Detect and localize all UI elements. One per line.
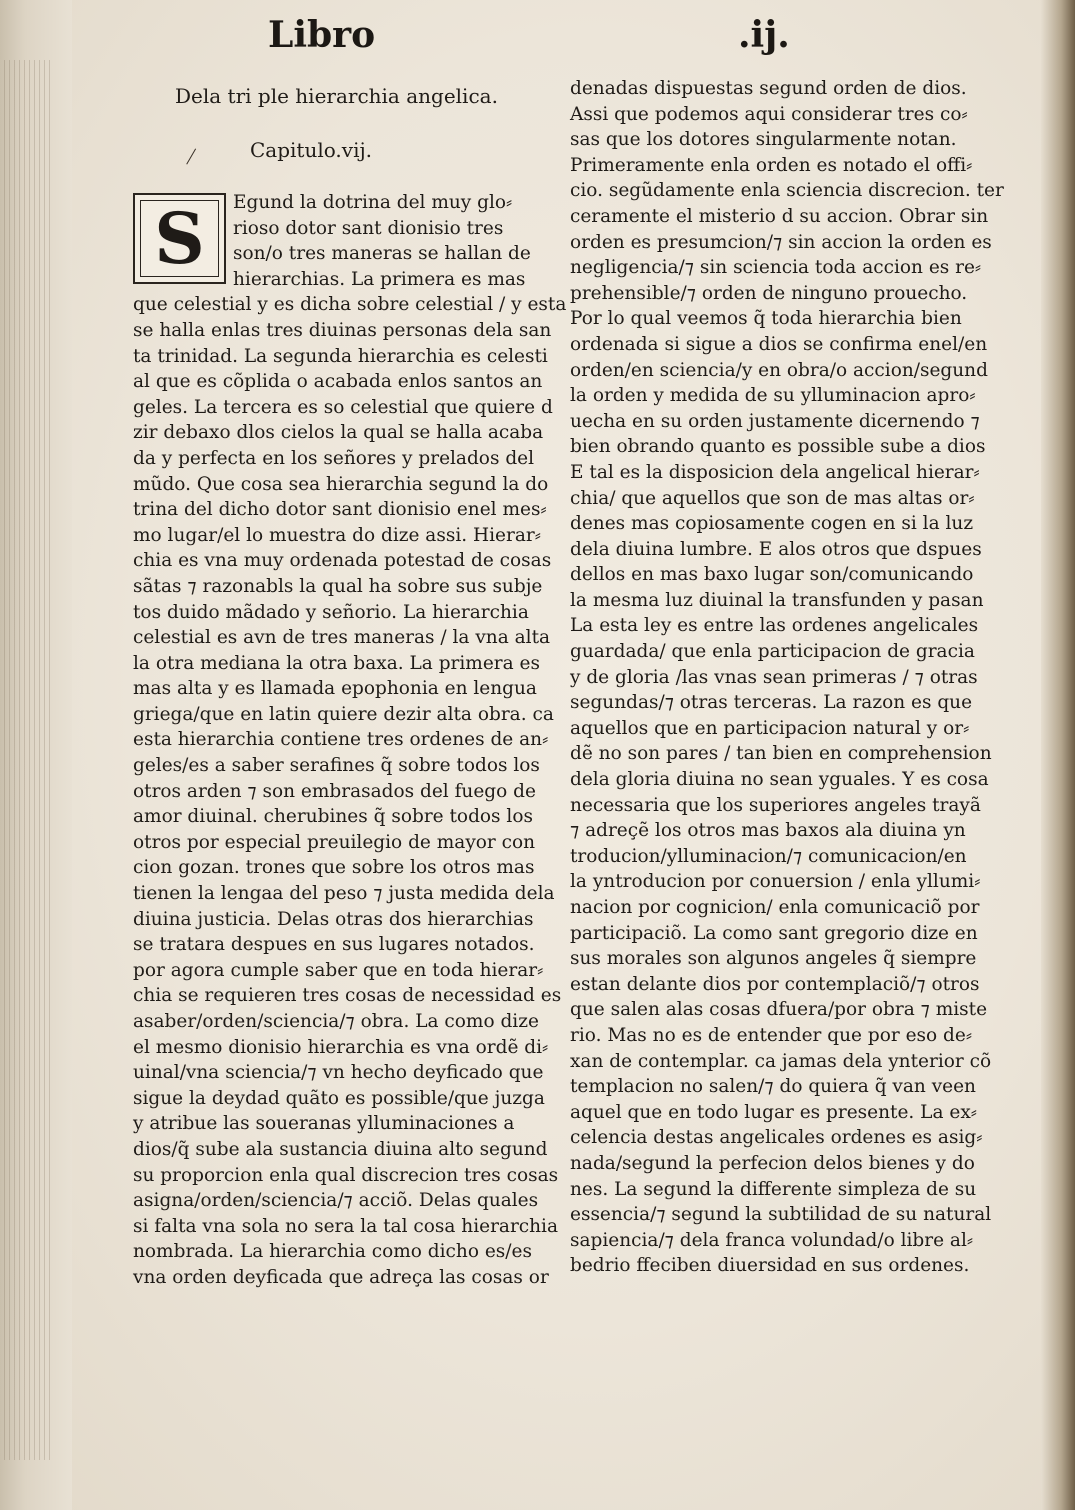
text-line: templacion no salen/⁊ do quiera q̃ van veen — [570, 1076, 976, 1098]
text-line: mo lugar/el lo muestra do dize assi. Hierar⸗ — [133, 524, 541, 546]
text-line: dela gloria diuina no sean yguales. Y es cosa — [570, 769, 989, 791]
text-line: participaciõ. La como sant gregorio dize en — [570, 922, 978, 944]
text-line: geles. La tercera es so celestial que quiere d — [133, 396, 553, 418]
text-line: guardada/ que enla participacion de gracia — [570, 641, 975, 663]
page-edge-right — [1041, 0, 1075, 1510]
text-line: se halla enlas tres diuinas personas dela san — [133, 319, 552, 341]
text-line: mas alta y es llamada epophonia en lengua — [133, 678, 537, 700]
text-line: que celestial y es dicha sobre celestial / y esta — [133, 294, 567, 316]
text-line: al que es cõplida o acabada enlos santos an — [133, 371, 543, 393]
text-line: otros por especial preuilegio de mayor con — [133, 831, 536, 853]
text-line: Primeramente enla orden es notado el offi⸗ — [570, 154, 973, 176]
text-line: la orden y medida de su ylluminacion apro⸗ — [570, 385, 976, 407]
text-line: chia es vna muy ordenada potestad de cosas — [133, 550, 552, 572]
text-line: denes mas copiosamente cogen en si la luz — [570, 513, 974, 535]
text-line: dela diuina lumbre. E alos otros que dspues — [570, 538, 982, 560]
text-line: amor diuinal. cherubines q̃ sobre todos los — [133, 806, 533, 828]
text-line: su proporcion enla qual discrecion tres cosas — [133, 1164, 559, 1186]
text-line: ta trinidad. La segunda hierarchia es celesti — [133, 345, 548, 367]
initial-letter: S — [140, 200, 219, 277]
text-line: E tal es la disposicion dela angelical hierar⸗ — [570, 461, 980, 483]
text-line: uinal/vna sciencia/⁊ vn hecho deyficado que — [133, 1062, 544, 1084]
text-line: tos duido mãdado y señorio. La hierarchia — [133, 601, 529, 623]
text-line: ⁊ adreçẽ los otros mas baxos ala diuina yn — [570, 820, 966, 842]
folio-number: .ij. — [738, 14, 790, 56]
text-line: nombrada. La hierarchia como dicho es/es — [133, 1241, 532, 1263]
text-line: troducion/ylluminacion/⁊ comunicacion/en — [570, 845, 967, 867]
text-line: essencia/⁊ segund la subtilidad de su natural — [570, 1204, 992, 1226]
text-line: necessaria que los superiores angeles trayã — [570, 794, 981, 816]
text-line: orden/en sciencia/y en obra/o accion/segund — [570, 359, 988, 381]
left-column — [133, 190, 567, 1291]
text-line: sãtas ⁊ razonabls la qual ha sobre sus subje — [133, 575, 543, 597]
page-stack-lines — [4, 60, 54, 1460]
text-line: chia/ que aquellos que son de mas altas or⸗ — [570, 487, 975, 509]
text-line: La esta ley es entre las ordenes angelicales — [570, 615, 979, 637]
text-line: zir debaxo dlos cielos la qual se halla acaba — [133, 422, 544, 444]
text-line: Assi que podemos aqui considerar tres co⸗ — [570, 103, 968, 125]
text-line: bedrio ffeciben diuersidad en sus ordenes. — [570, 1255, 970, 1277]
text-line: rio. Mas no es de entender que por eso de⸗ — [570, 1024, 972, 1046]
text-line: sigue la deydad quãto es possible/que juzga — [133, 1087, 545, 1109]
text-line: que salen alas cosas dfuera/por obra ⁊ miste — [570, 999, 988, 1021]
text-line: la otra mediana la otra baxa. La primera es — [133, 652, 540, 674]
text-line: segundas/⁊ otras terceras. La razon es que — [570, 692, 973, 714]
text-line: dellos en mas baxo lugar son/comunicando — [570, 564, 974, 586]
text-line: geles/es a saber serafines q̃ sobre todos los — [133, 755, 540, 777]
text-line: y atribue las soueranas ylluminaciones a — [133, 1113, 515, 1135]
page-edge-left — [0, 0, 72, 1510]
text-line: asigna/orden/sciencia/⁊ acciõ. Delas quales — [133, 1190, 539, 1212]
text-line: sus morales son algunos angeles q̃ siempre — [570, 948, 977, 970]
text-line: otros arden ⁊ son embrasados del fuego de — [133, 780, 536, 802]
text-line: estan delante dios por contemplaciõ/⁊ otros — [570, 973, 980, 995]
right-column — [570, 76, 1004, 1279]
text-line: griega/que en latin quiere dezir alta obra. ca — [133, 703, 554, 725]
text-line: mũdo. Que cosa sea hierarchia segund la do — [133, 473, 549, 495]
text-line: celestial es avn de tres maneras / la vna alta — [133, 627, 551, 649]
text-line: esta hierarchia contiene tres ordenes de an⸗ — [133, 729, 549, 751]
text-line: da y perfecta en los señores y prelados del — [133, 447, 535, 469]
text-line: cion gozan. trones que sobre los otros mas — [133, 857, 535, 879]
text-line: se tratara despues en sus lugares notados. — [133, 934, 535, 956]
text-line: sas que los dotores singularmente notan. — [570, 129, 957, 151]
text-line: aquellos que en participacion natural y or⸗ — [570, 717, 970, 739]
text-line: cio. segũdamente enla sciencia discrecion. ter — [570, 180, 1004, 202]
text-line: hierarchias. La primera es mas — [233, 268, 526, 290]
text-line: ordenada si sigue a dios se confirma enel/en — [570, 333, 988, 355]
text-line: y de gloria /las vnas sean primeras / ⁊ otras — [570, 666, 978, 688]
text-line: tienen la lengaa del peso ⁊ justa medida dela — [133, 883, 555, 905]
text-line: la yntroducion por conuersion / enla yllumi⸗ — [570, 871, 981, 893]
text-line: por agora cumple saber que en toda hierar⸗ — [133, 959, 544, 981]
text-line: Egund la dotrina del muy glo⸗ — [233, 192, 513, 213]
chapter-title: Dela tri ple hierarchia angelica. — [175, 84, 498, 108]
text-line: sapiencia/⁊ dela franca volundad/o libre al⸗ — [570, 1229, 974, 1251]
text-line: la mesma luz diuinal la transfunden y pasan — [570, 589, 984, 611]
text-line: nada/segund la perfecion delos bienes y do — [570, 1152, 975, 1174]
running-head-left: Libro — [268, 14, 376, 56]
text-line: aquel que en todo lugar es presente. La ex⸗ — [570, 1101, 977, 1123]
pen-mark — [186, 148, 205, 169]
text-line: chia se requieren tres cosas de necessidad es — [133, 985, 562, 1007]
text-line: bien obrando quanto es possible sube a dios — [570, 436, 986, 458]
text-line: son/o tres maneras se hallan de — [233, 243, 531, 265]
text-line: asaber/orden/sciencia/⁊ obra. La como dize — [133, 1011, 539, 1032]
text-line: orden es presumcion/⁊ sin accion la orden es — [570, 231, 992, 253]
text-line: nes. La segund la differente simpleza de su — [570, 1178, 977, 1200]
text-line: negligencia/⁊ sin sciencia toda accion es re⸗ — [570, 257, 982, 279]
text-line: nacion por cognicion/ enla comunicaciõ por — [570, 897, 980, 918]
text-line: Por lo qual veemos q̃ toda hierarchia bien — [570, 308, 962, 330]
text-line: ceramente el misterio d su accion. Obrar sin — [570, 205, 989, 227]
text-line: dẽ no son pares / tan bien en comprehension — [570, 743, 992, 765]
text-line: prehensible/⁊ orden de ninguno prouecho. — [570, 282, 968, 304]
text-line: vna orden deyficada que adreça las cosas or — [133, 1266, 549, 1288]
text-line: dios/q̃ sube ala sustancia diuina alto segund — [133, 1138, 548, 1160]
chapter-number: Capitulo.vij. — [250, 138, 373, 162]
text-line: trina del dicho dotor sant dionisio enel mes⸗ — [133, 499, 547, 521]
text-line: xan de contemplar. ca jamas dela ynterior cõ — [570, 1050, 992, 1072]
text-line: el mesmo dionisio hierarchia es vna ordẽ di⸗ — [133, 1036, 549, 1058]
text-line: si falta vna sola no sera la tal cosa hierarchia — [133, 1215, 559, 1237]
text-line: celencia destas angelicales ordenes es asig⸗ — [570, 1127, 983, 1149]
text-line: uecha en su orden justamente dicernendo ⁊ — [570, 410, 980, 432]
text-line: denadas dispuestas segund orden de dios. — [570, 78, 967, 99]
text-line: rioso dotor sant dionisio tres — [233, 217, 504, 239]
text-line: diuina justicia. Delas otras dos hierarchias — [133, 908, 534, 930]
